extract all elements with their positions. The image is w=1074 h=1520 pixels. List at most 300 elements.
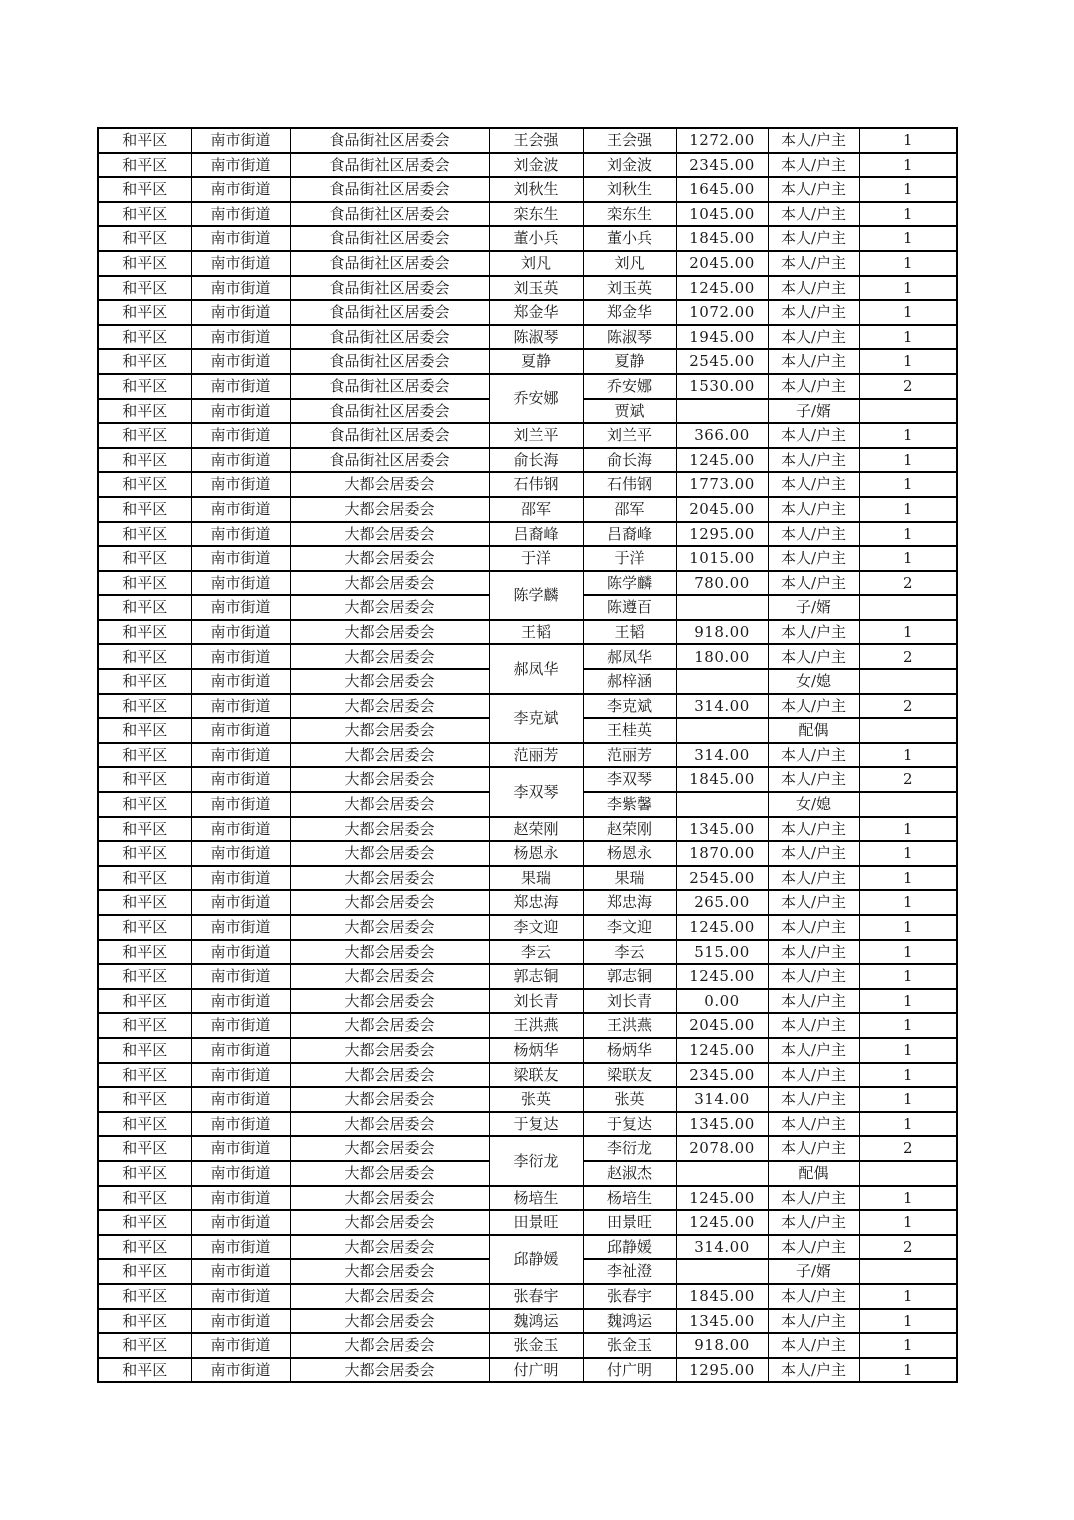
member-name-cell: 吕裔峰 [583,522,676,547]
district-cell: 和平区 [98,866,191,891]
table-row [98,448,957,473]
street-cell: 南市街道 [191,792,290,817]
member-name-cell: 张春宇 [583,1284,676,1309]
relation-cell: 本人/户主 [768,571,859,596]
household-name-cell: 刘长青 [489,989,583,1014]
table-row [98,202,957,227]
table-row [98,940,957,965]
district-cell: 和平区 [98,571,191,596]
amount-cell: 918.00 [676,620,768,645]
household-name-cell: 王会强 [489,128,583,153]
district-cell: 和平区 [98,1358,191,1383]
table-row [98,571,957,596]
amount-cell: 314.00 [676,1087,768,1112]
street-cell: 南市街道 [191,644,290,669]
street-cell: 南市街道 [191,546,290,571]
amount-cell: 1245.00 [676,1038,768,1063]
amount-cell [676,792,768,817]
amount-cell: 1245.00 [676,915,768,940]
count-cell: 1 [859,964,957,989]
count-cell: 1 [859,1309,957,1334]
community-cell: 大都会居委会 [290,940,489,965]
relation-cell: 本人/户主 [768,1112,859,1137]
amount-cell: 1295.00 [676,522,768,547]
member-name-cell: 陈学麟 [583,571,676,596]
community-cell: 食品街社区居委会 [290,153,489,178]
amount-cell: 1530.00 [676,374,768,399]
amount-cell: 2078.00 [676,1136,768,1161]
district-cell: 和平区 [98,448,191,473]
amount-cell: 1845.00 [676,226,768,251]
relation-cell: 本人/户主 [768,743,859,768]
subsidy-table [97,127,958,1383]
district-cell: 和平区 [98,940,191,965]
relation-cell: 本人/户主 [768,644,859,669]
community-cell: 食品街社区居委会 [290,325,489,350]
district-cell: 和平区 [98,423,191,448]
community-cell: 大都会居委会 [290,817,489,842]
amount-cell: 2345.00 [676,1063,768,1088]
amount-cell: 1773.00 [676,472,768,497]
district-cell: 和平区 [98,399,191,424]
district-cell: 和平区 [98,644,191,669]
count-cell: 1 [859,546,957,571]
street-cell: 南市街道 [191,595,290,620]
amount-cell: 2045.00 [676,251,768,276]
household-name-cell: 郭志铜 [489,964,583,989]
count-cell [859,1259,957,1284]
household-name-cell: 张春宇 [489,1284,583,1309]
count-cell: 1 [859,276,957,301]
table-row [98,1358,957,1383]
community-cell: 食品街社区居委会 [290,300,489,325]
household-name-cell: 魏鸿运 [489,1309,583,1334]
count-cell: 2 [859,694,957,719]
district-cell: 和平区 [98,300,191,325]
amount-cell: 1870.00 [676,841,768,866]
amount-cell: 314.00 [676,743,768,768]
member-name-cell: 杨恩永 [583,841,676,866]
table-row [98,620,957,645]
table-row [98,841,957,866]
street-cell: 南市街道 [191,128,290,153]
member-name-cell: 郑金华 [583,300,676,325]
table-row [98,497,957,522]
community-cell: 大都会居委会 [290,1112,489,1137]
relation-cell: 本人/户主 [768,817,859,842]
amount-cell: 1845.00 [676,1284,768,1309]
district-cell: 和平区 [98,989,191,1014]
member-name-cell: 于洋 [583,546,676,571]
member-name-cell: 李祉澄 [583,1259,676,1284]
relation-cell: 本人/户主 [768,349,859,374]
community-cell: 大都会居委会 [290,1333,489,1358]
street-cell: 南市街道 [191,374,290,399]
count-cell: 1 [859,300,957,325]
table-row [98,546,957,571]
community-cell: 大都会居委会 [290,522,489,547]
amount-cell: 2545.00 [676,349,768,374]
district-cell: 和平区 [98,276,191,301]
member-name-cell: 夏静 [583,349,676,374]
street-cell: 南市街道 [191,989,290,1014]
table-row [98,1063,957,1088]
household-name-cell: 刘金波 [489,153,583,178]
street-cell: 南市街道 [191,964,290,989]
relation-cell: 本人/户主 [768,423,859,448]
community-cell: 食品街社区居委会 [290,226,489,251]
count-cell: 1 [859,1087,957,1112]
count-cell: 2 [859,374,957,399]
community-cell: 食品街社区居委会 [290,448,489,473]
amount-cell: 1845.00 [676,767,768,792]
count-cell: 1 [859,890,957,915]
table-row [98,964,957,989]
amount-cell: 515.00 [676,940,768,965]
district-cell: 和平区 [98,792,191,817]
member-name-cell: 贾斌 [583,399,676,424]
household-name-cell: 杨炳华 [489,1038,583,1063]
member-name-cell: 郝梓涵 [583,669,676,694]
household-name-cell: 张金玉 [489,1333,583,1358]
relation-cell: 本人/户主 [768,546,859,571]
household-name-cell: 栾东生 [489,202,583,227]
district-cell: 和平区 [98,743,191,768]
relation-cell: 本人/户主 [768,153,859,178]
community-cell: 食品街社区居委会 [290,276,489,301]
household-name-cell: 范丽芳 [489,743,583,768]
street-cell: 南市街道 [191,1161,290,1186]
household-name-cell: 刘兰平 [489,423,583,448]
member-name-cell: 赵荣刚 [583,817,676,842]
household-name-cell: 付广明 [489,1358,583,1383]
member-name-cell: 王洪燕 [583,1013,676,1038]
member-name-cell: 杨炳华 [583,1038,676,1063]
community-cell: 食品街社区居委会 [290,399,489,424]
street-cell: 南市街道 [191,1013,290,1038]
street-cell: 南市街道 [191,1063,290,1088]
table-row [98,300,957,325]
count-cell: 1 [859,866,957,891]
count-cell: 1 [859,472,957,497]
count-cell: 1 [859,349,957,374]
household-name-cell: 夏静 [489,349,583,374]
community-cell: 大都会居委会 [290,1210,489,1235]
count-cell: 2 [859,1235,957,1260]
household-name-cell: 郑忠海 [489,890,583,915]
community-cell: 大都会居委会 [290,743,489,768]
count-cell: 1 [859,1210,957,1235]
table-row [98,153,957,178]
count-cell: 1 [859,177,957,202]
household-name-cell: 刘凡 [489,251,583,276]
count-cell [859,399,957,424]
amount-cell: 314.00 [676,694,768,719]
household-name-cell: 邵军 [489,497,583,522]
household-name-cell: 邱静媛 [489,1235,583,1284]
district-cell: 和平区 [98,669,191,694]
street-cell: 南市街道 [191,1309,290,1334]
member-name-cell: 李云 [583,940,676,965]
district-cell: 和平区 [98,251,191,276]
community-cell: 大都会居委会 [290,595,489,620]
community-cell: 食品街社区居委会 [290,177,489,202]
household-name-cell: 果瑞 [489,866,583,891]
amount-cell: 2545.00 [676,866,768,891]
member-name-cell: 陈遵百 [583,595,676,620]
district-cell: 和平区 [98,522,191,547]
amount-cell [676,1259,768,1284]
relation-cell: 配偶 [768,718,859,743]
household-name-cell: 石伟钢 [489,472,583,497]
count-cell: 2 [859,571,957,596]
table-row [98,1210,957,1235]
street-cell: 南市街道 [191,940,290,965]
community-cell: 大都会居委会 [290,1063,489,1088]
district-cell: 和平区 [98,1284,191,1309]
street-cell: 南市街道 [191,1358,290,1383]
community-cell: 大都会居委会 [290,620,489,645]
table-row [98,251,957,276]
household-name-cell: 李双琴 [489,767,583,816]
count-cell [859,669,957,694]
street-cell: 南市街道 [191,153,290,178]
relation-cell: 本人/户主 [768,497,859,522]
district-cell: 和平区 [98,1087,191,1112]
street-cell: 南市街道 [191,915,290,940]
relation-cell: 本人/户主 [768,251,859,276]
district-cell: 和平区 [98,202,191,227]
member-name-cell: 李文迎 [583,915,676,940]
relation-cell: 本人/户主 [768,1136,859,1161]
table-row [98,325,957,350]
community-cell: 大都会居委会 [290,718,489,743]
table-row [98,644,957,669]
relation-cell: 本人/户主 [768,767,859,792]
member-name-cell: 果瑞 [583,866,676,891]
count-cell: 1 [859,1186,957,1211]
district-cell: 和平区 [98,1038,191,1063]
district-cell: 和平区 [98,1309,191,1334]
household-name-cell: 李文迎 [489,915,583,940]
community-cell: 大都会居委会 [290,644,489,669]
district-cell: 和平区 [98,1259,191,1284]
community-cell: 大都会居委会 [290,866,489,891]
street-cell: 南市街道 [191,1210,290,1235]
community-cell: 大都会居委会 [290,1136,489,1161]
amount-cell: 1245.00 [676,1186,768,1211]
community-cell: 大都会居委会 [290,890,489,915]
relation-cell: 本人/户主 [768,128,859,153]
street-cell: 南市街道 [191,620,290,645]
count-cell: 1 [859,202,957,227]
table-row [98,1284,957,1309]
community-cell: 大都会居委会 [290,669,489,694]
table-row [98,1013,957,1038]
amount-cell: 1645.00 [676,177,768,202]
household-name-cell: 田景旺 [489,1210,583,1235]
count-cell [859,595,957,620]
table-row [98,1038,957,1063]
amount-cell: 314.00 [676,1235,768,1260]
amount-cell: 2045.00 [676,1013,768,1038]
member-name-cell: 刘玉英 [583,276,676,301]
community-cell: 大都会居委会 [290,1087,489,1112]
member-name-cell: 郝凤华 [583,644,676,669]
household-name-cell: 陈学麟 [489,571,583,620]
street-cell: 南市街道 [191,1259,290,1284]
amount-cell: 1245.00 [676,276,768,301]
district-cell: 和平区 [98,964,191,989]
count-cell: 1 [859,989,957,1014]
count-cell: 1 [859,1013,957,1038]
count-cell: 1 [859,1358,957,1383]
street-cell: 南市街道 [191,497,290,522]
community-cell: 大都会居委会 [290,767,489,792]
table-row [98,349,957,374]
community-cell: 大都会居委会 [290,1284,489,1309]
member-name-cell: 于复达 [583,1112,676,1137]
amount-cell: 265.00 [676,890,768,915]
district-cell: 和平区 [98,1186,191,1211]
count-cell: 1 [859,620,957,645]
community-cell: 食品街社区居委会 [290,349,489,374]
relation-cell: 本人/户主 [768,915,859,940]
district-cell: 和平区 [98,177,191,202]
table-row [98,915,957,940]
amount-cell: 2045.00 [676,497,768,522]
amount-cell: 918.00 [676,1333,768,1358]
table-row [98,374,957,399]
district-cell: 和平区 [98,546,191,571]
street-cell: 南市街道 [191,743,290,768]
district-cell: 和平区 [98,325,191,350]
table-row [98,1333,957,1358]
count-cell: 1 [859,497,957,522]
household-name-cell: 于复达 [489,1112,583,1137]
relation-cell: 本人/户主 [768,1210,859,1235]
member-name-cell: 俞长海 [583,448,676,473]
district-cell: 和平区 [98,890,191,915]
amount-cell: 180.00 [676,644,768,669]
relation-cell: 本人/户主 [768,1013,859,1038]
member-name-cell: 乔安娜 [583,374,676,399]
relation-cell: 本人/户主 [768,226,859,251]
community-cell: 大都会居委会 [290,472,489,497]
district-cell: 和平区 [98,841,191,866]
relation-cell: 本人/户主 [768,1309,859,1334]
member-name-cell: 张英 [583,1087,676,1112]
member-name-cell: 李衍龙 [583,1136,676,1161]
household-name-cell: 王韬 [489,620,583,645]
member-name-cell: 邵军 [583,497,676,522]
amount-cell [676,718,768,743]
table-row [98,890,957,915]
community-cell: 食品街社区居委会 [290,374,489,399]
street-cell: 南市街道 [191,1038,290,1063]
relation-cell: 本人/户主 [768,1284,859,1309]
member-name-cell: 魏鸿运 [583,1309,676,1334]
table-row [98,743,957,768]
household-name-cell: 乔安娜 [489,374,583,423]
household-name-cell: 郝凤华 [489,644,583,693]
district-cell: 和平区 [98,1333,191,1358]
member-name-cell: 付广明 [583,1358,676,1383]
member-name-cell: 董小兵 [583,226,676,251]
count-cell: 1 [859,251,957,276]
count-cell: 1 [859,1284,957,1309]
street-cell: 南市街道 [191,399,290,424]
table-row [98,1087,957,1112]
member-name-cell: 李克斌 [583,694,676,719]
household-name-cell: 吕裔峰 [489,522,583,547]
table-row [98,226,957,251]
district-cell: 和平区 [98,1210,191,1235]
district-cell: 和平区 [98,718,191,743]
amount-cell [676,399,768,424]
street-cell: 南市街道 [191,694,290,719]
table-row [98,177,957,202]
relation-cell: 子/婿 [768,595,859,620]
table-row [98,1309,957,1334]
amount-cell: 1045.00 [676,202,768,227]
household-name-cell: 张英 [489,1087,583,1112]
street-cell: 南市街道 [191,177,290,202]
member-name-cell: 刘长青 [583,989,676,1014]
street-cell: 南市街道 [191,276,290,301]
count-cell [859,718,957,743]
household-name-cell: 李衍龙 [489,1136,583,1185]
district-cell: 和平区 [98,472,191,497]
community-cell: 大都会居委会 [290,1038,489,1063]
district-cell: 和平区 [98,153,191,178]
relation-cell: 本人/户主 [768,202,859,227]
household-name-cell: 杨恩永 [489,841,583,866]
community-cell: 大都会居委会 [290,546,489,571]
street-cell: 南市街道 [191,571,290,596]
relation-cell: 本人/户主 [768,940,859,965]
amount-cell [676,1161,768,1186]
count-cell: 1 [859,940,957,965]
table-row [98,128,957,153]
document-page [97,127,956,1383]
amount-cell: 1272.00 [676,128,768,153]
table-row [98,472,957,497]
count-cell: 1 [859,841,957,866]
member-name-cell: 石伟钢 [583,472,676,497]
street-cell: 南市街道 [191,817,290,842]
household-name-cell: 刘秋生 [489,177,583,202]
relation-cell: 本人/户主 [768,472,859,497]
relation-cell: 本人/户主 [768,841,859,866]
district-cell: 和平区 [98,374,191,399]
relation-cell: 本人/户主 [768,276,859,301]
count-cell: 2 [859,767,957,792]
table-row [98,423,957,448]
relation-cell: 本人/户主 [768,1358,859,1383]
amount-cell: 1295.00 [676,1358,768,1383]
table-row [98,989,957,1014]
amount-cell: 0.00 [676,989,768,1014]
district-cell: 和平区 [98,1063,191,1088]
relation-cell: 本人/户主 [768,522,859,547]
count-cell: 1 [859,226,957,251]
count-cell: 1 [859,448,957,473]
member-name-cell: 杨培生 [583,1186,676,1211]
community-cell: 大都会居委会 [290,1186,489,1211]
street-cell: 南市街道 [191,448,290,473]
table-row [98,767,957,792]
